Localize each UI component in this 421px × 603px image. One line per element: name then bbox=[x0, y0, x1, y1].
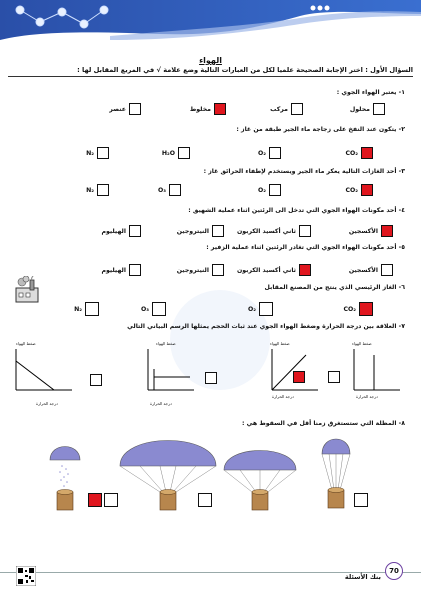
parachute-4-checkbox-checked[interactable] bbox=[88, 493, 102, 507]
graph-4-decreasing-line bbox=[14, 347, 74, 392]
graph-1-xlabel: درجة الحرارة bbox=[356, 394, 378, 399]
factory-icon bbox=[14, 276, 44, 304]
checkbox[interactable] bbox=[299, 225, 311, 237]
checkbox-checked[interactable] bbox=[381, 225, 393, 237]
qr-code-icon bbox=[16, 566, 36, 586]
q2-option-1[interactable]: CO₂ bbox=[345, 147, 373, 159]
q3-option-2[interactable]: O₂ bbox=[258, 184, 281, 196]
graph-1-checkbox[interactable] bbox=[328, 371, 340, 383]
graph-4-checkbox[interactable] bbox=[90, 374, 102, 386]
graph-2-checkbox-checked[interactable] bbox=[293, 371, 305, 383]
q5-option-4[interactable]: الهيليوم bbox=[101, 264, 141, 276]
question-2-stem: ٢- يتكون عند النفخ على زجاجة ماء الجير طبقة من غاز : bbox=[236, 126, 405, 133]
question-6-stem: ٦- الغاز الرئيسي الذي ينتج من المصنع المقابل bbox=[264, 284, 405, 291]
checkbox[interactable] bbox=[97, 184, 109, 196]
q6-option-1[interactable]: CO₂ bbox=[343, 302, 373, 316]
parachute-3-large bbox=[118, 436, 218, 512]
graph-3-xlabel: درجة الحرارة bbox=[150, 401, 172, 406]
parachute-1-checkbox[interactable] bbox=[354, 493, 368, 507]
graph-2-increasing-line bbox=[270, 347, 320, 392]
graph-3-horizontal-line bbox=[146, 347, 196, 392]
checkbox-checked[interactable] bbox=[299, 264, 311, 276]
question-1-stem: ١- يعتبر الهواء الجوي : bbox=[336, 89, 405, 96]
parachute-3-checkbox[interactable] bbox=[104, 493, 118, 507]
checkbox[interactable] bbox=[212, 264, 224, 276]
q4-option-4[interactable]: الهيليوم bbox=[101, 225, 141, 237]
graph-2-ylabel: ضغط الهواء bbox=[270, 341, 290, 346]
graph-3-checkbox[interactable] bbox=[205, 372, 217, 384]
q1-option-2[interactable]: مركب bbox=[270, 103, 303, 115]
checkbox[interactable] bbox=[269, 184, 281, 196]
question-5-stem: ٥- أحد مكونات الهواء الجوي التي تغادر الرئتين اثناء عملية الزفير : bbox=[206, 244, 405, 251]
checkbox[interactable] bbox=[152, 302, 166, 316]
q3-option-1[interactable]: CO₂ bbox=[345, 184, 373, 196]
graph-4-ylabel: ضغط الهواء bbox=[16, 341, 36, 346]
checkbox[interactable] bbox=[212, 225, 224, 237]
parachute-1-small bbox=[316, 432, 356, 512]
checkbox-checked[interactable] bbox=[359, 302, 373, 316]
q3-option-3[interactable]: O₃ bbox=[158, 184, 181, 196]
graph-1-ylabel: ضغط الهواء bbox=[352, 341, 372, 346]
checkbox[interactable] bbox=[178, 147, 190, 159]
q6-option-2[interactable]: O₂ bbox=[248, 302, 273, 316]
q1-option-4[interactable]: عنصر bbox=[109, 103, 141, 115]
checkbox[interactable] bbox=[129, 264, 141, 276]
q1-option-1[interactable]: محلول bbox=[350, 103, 385, 115]
question-3-stem: ٣- أحد الغازات التالية يعكر ماء الجير ويستخدم لإطفاء الحرائق غاز : bbox=[203, 168, 405, 175]
parachute-2-medium bbox=[220, 446, 300, 512]
q4-option-2[interactable]: ثاني أكسيد الكربون bbox=[237, 225, 311, 237]
q3-option-4[interactable]: N₂ bbox=[86, 184, 109, 196]
checkbox[interactable] bbox=[169, 184, 181, 196]
q5-option-2[interactable]: ثاني أكسيد الكربون bbox=[237, 264, 311, 276]
checkbox-checked[interactable] bbox=[361, 147, 373, 159]
checkbox[interactable] bbox=[97, 147, 109, 159]
q2-option-2[interactable]: O₂ bbox=[258, 147, 281, 159]
question-heading: السؤال الأول : اختر الإجابة الصحيحة علميا لكل من العبارات التالية وضع علامة √ في المربع المقابل لها : bbox=[8, 66, 413, 77]
checkbox[interactable] bbox=[259, 302, 273, 316]
page-title: الهواء bbox=[199, 56, 222, 65]
checkbox-checked[interactable] bbox=[214, 103, 226, 115]
checkbox[interactable] bbox=[269, 147, 281, 159]
header-banner bbox=[0, 0, 421, 52]
q2-option-4[interactable]: N₂ bbox=[86, 147, 109, 159]
checkbox[interactable] bbox=[381, 264, 393, 276]
graph-3-ylabel: ضغط الهواء bbox=[156, 341, 176, 346]
q4-option-3[interactable]: النيتروجين bbox=[177, 225, 224, 237]
q6-option-3[interactable]: O₃ bbox=[141, 302, 166, 316]
q1-option-3[interactable]: مخلوط bbox=[190, 103, 226, 115]
footer-book-title: بنك الأسئلة bbox=[344, 573, 381, 581]
q5-option-3[interactable]: النيتروجين bbox=[177, 264, 224, 276]
q5-option-1[interactable]: الأكسجين bbox=[349, 264, 393, 276]
checkbox[interactable] bbox=[129, 103, 141, 115]
q6-option-4[interactable]: N₂ bbox=[74, 302, 99, 316]
parachute-4-torn bbox=[40, 436, 90, 512]
page-number: 70 bbox=[385, 562, 403, 580]
question-8-stem: ٨- المظلة التي ستستغرق زمنا أقل في السقوط هي : bbox=[242, 420, 405, 427]
graph-4-xlabel: درجة الحرارة bbox=[36, 401, 58, 406]
graph-2-xlabel: درجة الحرارة bbox=[272, 394, 294, 399]
q4-option-1[interactable]: الأكسجين bbox=[349, 225, 393, 237]
question-7-stem: ٧- العلاقة بين درجة الحرارة وضغط الهواء الجوي عند ثبات الحجم يمثلها الرسم البياني التالي bbox=[127, 323, 405, 330]
question-4-stem: ٤- أحد مكونات الهواء الجوي التي تدخل الى الرئتين اثناء عملية الشهيق : bbox=[188, 207, 405, 214]
checkbox[interactable] bbox=[373, 103, 385, 115]
checkbox[interactable] bbox=[129, 225, 141, 237]
checkbox-checked[interactable] bbox=[361, 184, 373, 196]
q2-option-3[interactable]: H₂O bbox=[162, 147, 190, 159]
checkbox[interactable] bbox=[291, 103, 303, 115]
graph-1-vertical-line bbox=[352, 347, 402, 392]
checkbox[interactable] bbox=[85, 302, 99, 316]
